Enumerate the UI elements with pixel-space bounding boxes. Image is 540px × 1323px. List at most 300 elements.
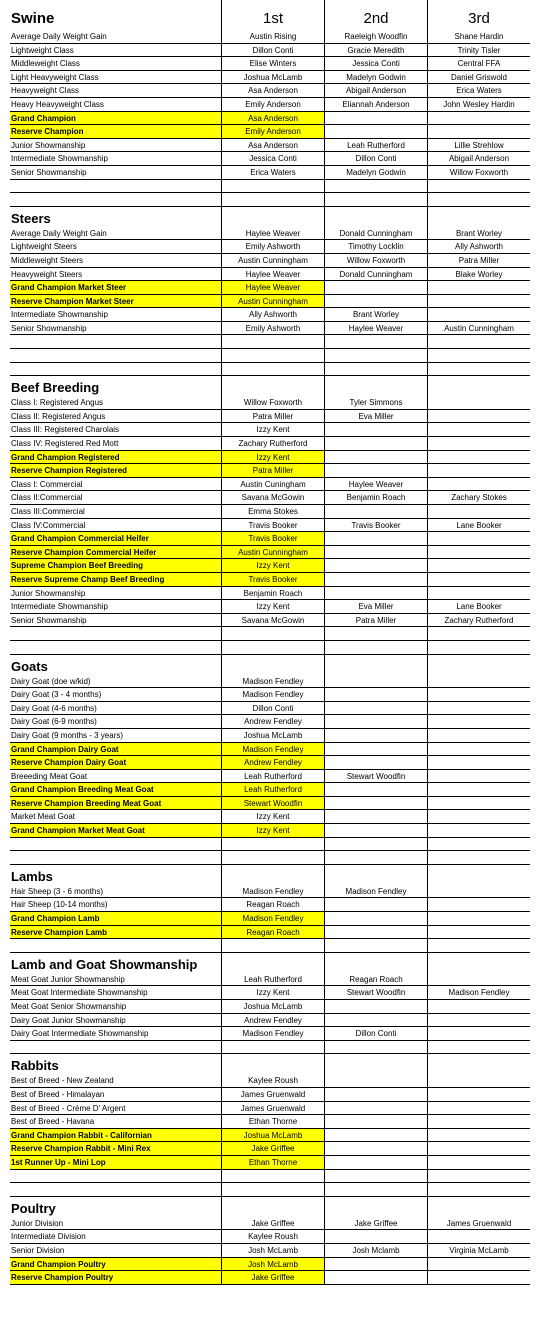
second-place-cell — [324, 1014, 427, 1028]
second-place-cell — [324, 1197, 427, 1217]
second-place-cell — [324, 810, 427, 824]
table-row — [10, 1217, 530, 1231]
first-place-cell: Ethan Thorne — [221, 1115, 324, 1129]
second-place-cell — [324, 1258, 427, 1272]
class-name-cell: Dairy Goat (doe w/kid) — [10, 675, 221, 689]
first-place-cell: Ethan Thorne — [221, 1156, 324, 1170]
class-name-cell: Best of Breed - Himalayan — [10, 1088, 221, 1102]
third-place-cell — [427, 743, 530, 757]
first-place-cell: Izzy Kent — [221, 600, 324, 614]
second-place-cell: Travis Booker — [324, 519, 427, 533]
section-title: Lambs — [11, 868, 53, 884]
third-place-cell — [427, 838, 530, 852]
class-name-cell: Best of Breed - Crème D' Argent — [10, 1102, 221, 1116]
third-place-cell — [427, 1271, 530, 1285]
first-place-cell: Elise Winters — [221, 57, 324, 71]
third-place-cell — [427, 824, 530, 838]
blank-row — [10, 1041, 530, 1055]
first-place-cell: Jessica Conti — [221, 152, 324, 166]
first-place-cell: Madison Fendley — [221, 743, 324, 757]
champion-row — [10, 125, 530, 139]
first-place-cell: Madison Fendley — [221, 1027, 324, 1041]
first-place-cell: Haylee Weaver — [221, 227, 324, 241]
second-place-cell — [324, 573, 427, 587]
third-place-cell — [427, 559, 530, 573]
class-name-cell: Class III:Commercial — [10, 505, 221, 519]
second-place-cell: Haylee Weaver — [324, 322, 427, 336]
third-place-cell — [427, 770, 530, 784]
first-place-cell: Austin Cuningham — [221, 478, 324, 492]
class-name-cell: Average Daily Weight Gain — [10, 227, 221, 241]
table-row — [10, 308, 530, 322]
class-name-cell — [10, 363, 221, 377]
first-place-cell: Asa Anderson — [221, 84, 324, 98]
first-place-cell — [221, 865, 324, 885]
blank-row — [10, 641, 530, 655]
third-place-cell — [427, 688, 530, 702]
class-name-cell: Grand Champion — [10, 112, 221, 126]
second-place-cell — [324, 1230, 427, 1244]
class-name-cell — [10, 838, 221, 852]
table-row — [10, 98, 530, 112]
first-place-cell: Travis Booker — [221, 532, 324, 546]
third-place-cell — [427, 207, 530, 227]
second-place-cell: Josh Mclamb — [324, 1244, 427, 1258]
second-place-cell — [324, 898, 427, 912]
class-name-cell: Grand Champion Breeding Meat Goat — [10, 783, 221, 797]
third-place-cell — [427, 973, 530, 987]
first-place-cell — [221, 1054, 324, 1074]
table-row — [10, 268, 530, 282]
second-place-cell: Stewart Woodfin — [324, 770, 427, 784]
second-place-cell: Raeleigh Woodfin — [324, 30, 427, 44]
table-row — [10, 227, 530, 241]
table-row — [10, 1102, 530, 1116]
table-row — [10, 71, 530, 85]
class-name-cell: Dairy Goat (6-9 months) — [10, 715, 221, 729]
third-place-cell — [427, 451, 530, 465]
second-place-cell — [324, 1129, 427, 1143]
second-place-cell — [324, 376, 427, 396]
first-place-cell: Austin Rising — [221, 30, 324, 44]
champion-row — [10, 464, 530, 478]
table-row — [10, 30, 530, 44]
second-place-cell: Benjamin Roach — [324, 491, 427, 505]
first-place-cell: Savana McGowin — [221, 614, 324, 628]
table-row — [10, 1014, 530, 1028]
first-place-cell: Reagan Roach — [221, 898, 324, 912]
class-name-cell: Breeeding Meat Goat — [10, 770, 221, 784]
second-place-cell — [324, 655, 427, 675]
third-place-cell — [427, 702, 530, 716]
class-name-cell: Intermediate Showmanship — [10, 308, 221, 322]
third-place-cell: Blake Worley — [427, 268, 530, 282]
class-name-cell: Reserve Champion Rabbit - Mini Rex — [10, 1142, 221, 1156]
table-row — [10, 715, 530, 729]
second-place-cell — [324, 546, 427, 560]
table-row — [10, 770, 530, 784]
third-place-cell: Lane Booker — [427, 519, 530, 533]
table-row — [10, 437, 530, 451]
class-name-cell: Middleweight Steers — [10, 254, 221, 268]
second-place-cell — [324, 1142, 427, 1156]
second-place-cell — [324, 1170, 427, 1184]
first-place-cell: Travis Booker — [221, 573, 324, 587]
first-place-cell: Emily Ashworth — [221, 322, 324, 336]
second-place-cell: Donald Cunningham — [324, 268, 427, 282]
first-place-cell — [221, 627, 324, 641]
class-name-cell: Average Daily Weight Gain — [10, 30, 221, 44]
table-row — [10, 688, 530, 702]
blank-row — [10, 335, 530, 349]
third-place-cell — [427, 193, 530, 207]
champion-row — [10, 1142, 530, 1156]
section-title: Steers — [11, 210, 51, 226]
table-row — [10, 600, 530, 614]
third-place-cell — [427, 675, 530, 689]
third-place-cell — [427, 1197, 530, 1217]
second-place-cell — [324, 641, 427, 655]
table-row — [10, 322, 530, 336]
third-place-cell: Daniel Griswold — [427, 71, 530, 85]
first-place-cell — [221, 335, 324, 349]
second-place-cell: Eva Miller — [324, 600, 427, 614]
third-place-cell — [427, 410, 530, 424]
table-row — [10, 973, 530, 987]
table-row — [10, 423, 530, 437]
first-place-header: 1st — [221, 0, 324, 30]
third-place-cell: Austin Cunningham — [427, 322, 530, 336]
second-place-cell: Timothy Locklin — [324, 240, 427, 254]
second-place-cell — [324, 464, 427, 478]
third-place-cell — [427, 953, 530, 973]
second-place-cell: Leah Rutherford — [324, 139, 427, 153]
first-place-cell: Austin Cunningham — [221, 546, 324, 560]
third-place-cell — [427, 1054, 530, 1074]
third-place-cell — [427, 464, 530, 478]
first-place-cell: Andrew Fendley — [221, 1014, 324, 1028]
champion-row — [10, 797, 530, 811]
second-place-cell — [324, 783, 427, 797]
class-name-cell: Heavyweight Class — [10, 84, 221, 98]
second-place-cell — [324, 423, 427, 437]
second-place-cell — [324, 851, 427, 865]
second-place-cell — [324, 193, 427, 207]
section-heading-row — [10, 376, 530, 396]
second-place-cell — [324, 912, 427, 926]
third-place-cell — [427, 1027, 530, 1041]
class-name-cell — [10, 851, 221, 865]
class-name-cell: Lightweight Steers — [10, 240, 221, 254]
class-name-cell — [10, 641, 221, 655]
third-place-cell: Erica Waters — [427, 84, 530, 98]
third-place-cell — [427, 437, 530, 451]
table-row — [10, 505, 530, 519]
third-place-cell — [427, 797, 530, 811]
class-name-cell — [10, 1183, 221, 1197]
second-place-cell: Willow Foxworth — [324, 254, 427, 268]
first-place-cell: Travis Booker — [221, 519, 324, 533]
class-name-cell: Junior Showmanship — [10, 587, 221, 601]
third-place-cell: Willow Foxworth — [427, 166, 530, 180]
second-place-cell — [324, 295, 427, 309]
first-place-cell: Izzy Kent — [221, 423, 324, 437]
first-place-cell: Zachary Rutherford — [221, 437, 324, 451]
second-place-cell — [324, 953, 427, 973]
class-name-cell: Dairy Goat (4-6 months) — [10, 702, 221, 716]
first-place-cell: Jake Griffee — [221, 1271, 324, 1285]
third-place-cell — [427, 349, 530, 363]
first-place-cell — [221, 193, 324, 207]
third-place-cell: Lillie Strehlow — [427, 139, 530, 153]
third-place-cell — [427, 912, 530, 926]
first-place-cell: Austin Cunningham — [221, 254, 324, 268]
second-place-cell — [324, 756, 427, 770]
section-title: Goats — [11, 658, 48, 674]
second-place-cell — [324, 1041, 427, 1055]
first-place-cell: Madison Fendley — [221, 885, 324, 899]
third-place-cell: Lane Booker — [427, 600, 530, 614]
second-place-cell — [324, 824, 427, 838]
table-row — [10, 1244, 530, 1258]
champion-row — [10, 743, 530, 757]
champion-row — [10, 559, 530, 573]
table-row — [10, 729, 530, 743]
section-heading-row — [10, 655, 530, 675]
second-place-cell: Dillon Conti — [324, 152, 427, 166]
second-place-cell: Dillon Conti — [324, 1027, 427, 1041]
class-name-cell: Reserve Champion Poultry — [10, 1271, 221, 1285]
second-place-cell: Eliannah Anderson — [324, 98, 427, 112]
section-title: Beef Breeding — [11, 380, 100, 396]
champion-row — [10, 546, 530, 560]
first-place-cell — [221, 207, 324, 227]
first-place-cell — [221, 1041, 324, 1055]
class-name-cell: Class II:Commercial — [10, 491, 221, 505]
third-place-cell — [427, 898, 530, 912]
champion-row — [10, 756, 530, 770]
second-place-cell: Donald Cunningham — [324, 227, 427, 241]
table-row — [10, 240, 530, 254]
second-place-cell: Madelyn Godwin — [324, 166, 427, 180]
third-place-cell — [427, 926, 530, 940]
second-place-cell — [324, 1271, 427, 1285]
first-place-cell — [221, 953, 324, 973]
class-name-cell: Senior Showmanship — [10, 614, 221, 628]
first-place-cell: Haylee Weaver — [221, 268, 324, 282]
first-place-cell — [221, 180, 324, 194]
first-place-cell: Savana McGowin — [221, 491, 324, 505]
class-name-cell: Senior Showmanship — [10, 166, 221, 180]
first-place-cell — [221, 1170, 324, 1184]
second-place-cell — [324, 865, 427, 885]
champion-row — [10, 926, 530, 940]
second-place-cell — [324, 349, 427, 363]
third-place-cell — [427, 180, 530, 194]
third-place-cell — [427, 1014, 530, 1028]
third-place-cell — [427, 851, 530, 865]
first-place-cell — [221, 363, 324, 377]
first-place-cell — [221, 376, 324, 396]
third-place-cell: Central FFA — [427, 57, 530, 71]
class-name-cell: Reserve Supreme Champ Beef Breeding — [10, 573, 221, 587]
third-place-cell — [427, 1156, 530, 1170]
first-place-cell: Erica Waters — [221, 166, 324, 180]
section-heading-row — [10, 1054, 530, 1074]
table-row — [10, 152, 530, 166]
section-title: Poultry — [11, 1200, 56, 1216]
class-name-cell: Senior Division — [10, 1244, 221, 1258]
class-name-cell: Best of Breed - New Zealand — [10, 1074, 221, 1088]
table-row — [10, 491, 530, 505]
second-place-cell: Madison Fendley — [324, 885, 427, 899]
class-name-cell — [10, 180, 221, 194]
first-place-cell: Izzy Kent — [221, 559, 324, 573]
second-place-cell — [324, 743, 427, 757]
third-place-cell — [427, 363, 530, 377]
section-heading-row — [10, 953, 530, 973]
first-place-cell — [221, 655, 324, 675]
first-place-cell: Emma Stokes — [221, 505, 324, 519]
third-place-cell — [427, 295, 530, 309]
second-place-cell — [324, 838, 427, 852]
class-name-cell: Dairy Goat (9 months - 3 years) — [10, 729, 221, 743]
table-row — [10, 410, 530, 424]
table-row — [10, 587, 530, 601]
third-place-cell: Zachary Stokes — [427, 491, 530, 505]
table-row — [10, 1027, 530, 1041]
first-place-cell — [221, 838, 324, 852]
class-name-cell: Heavyweight Steers — [10, 268, 221, 282]
first-place-cell: Patra Miller — [221, 410, 324, 424]
class-name-cell — [10, 1170, 221, 1184]
class-name-cell: Meat Goat Senior Showmanship — [10, 1000, 221, 1014]
third-place-cell: Trinity Tisler — [427, 44, 530, 58]
third-place-cell — [427, 125, 530, 139]
third-place-cell — [427, 587, 530, 601]
class-name-cell — [10, 349, 221, 363]
class-name-cell: Reserve Champion Dairy Goat — [10, 756, 221, 770]
blank-row — [10, 349, 530, 363]
second-place-cell — [324, 559, 427, 573]
champion-row — [10, 112, 530, 126]
blank-row — [10, 627, 530, 641]
blank-row — [10, 180, 530, 194]
table-row — [10, 702, 530, 716]
first-place-cell: Asa Anderson — [221, 139, 324, 153]
third-place-cell — [427, 308, 530, 322]
class-name-cell: 1st Runner Up - Mini Lop — [10, 1156, 221, 1170]
third-place-cell: Madison Fendley — [427, 986, 530, 1000]
second-place-cell — [324, 675, 427, 689]
third-place-header: 3rd — [427, 0, 530, 30]
class-name-cell: Dairy Goat Junior Showmanship — [10, 1014, 221, 1028]
second-place-cell: Jake Griffee — [324, 1217, 427, 1231]
class-name-cell: Heavy Heavyweight Class — [10, 98, 221, 112]
second-place-cell — [324, 587, 427, 601]
third-place-cell: Shane Hardin — [427, 30, 530, 44]
class-name-cell: Meat Goat Junior Showmanship — [10, 973, 221, 987]
champion-row — [10, 281, 530, 295]
first-place-cell: Willow Foxworth — [221, 396, 324, 410]
third-place-cell — [427, 729, 530, 743]
third-place-cell — [427, 1102, 530, 1116]
blank-row — [10, 1183, 530, 1197]
second-place-cell — [324, 1000, 427, 1014]
table-row — [10, 139, 530, 153]
second-place-cell — [324, 335, 427, 349]
first-place-cell: Patra Miller — [221, 464, 324, 478]
third-place-cell — [427, 1183, 530, 1197]
class-name-cell: Reserve Champion Breeding Meat Goat — [10, 797, 221, 811]
second-place-cell — [324, 702, 427, 716]
class-name-cell: Best of Breed - Havana — [10, 1115, 221, 1129]
second-place-cell: Abigail Anderson — [324, 84, 427, 98]
table-row — [10, 1000, 530, 1014]
second-place-cell: Reagan Roach — [324, 973, 427, 987]
first-place-cell: Madison Fendley — [221, 675, 324, 689]
first-place-cell: Emily Anderson — [221, 125, 324, 139]
table-row — [10, 57, 530, 71]
class-name-cell: Dairy Goat (3 - 4 months) — [10, 688, 221, 702]
first-place-cell: Madison Fendley — [221, 688, 324, 702]
table-row — [10, 84, 530, 98]
first-place-cell: Andrew Fendley — [221, 715, 324, 729]
blank-row — [10, 851, 530, 865]
table-row — [10, 396, 530, 410]
first-place-cell: Joshua McLamb — [221, 1129, 324, 1143]
champion-row — [10, 295, 530, 309]
class-name-cell: Reserve Champion — [10, 125, 221, 139]
first-place-cell: Benjamin Roach — [221, 587, 324, 601]
class-name-cell: Hair Sheep (3 - 6 months) — [10, 885, 221, 899]
first-place-cell: Asa Anderson — [221, 112, 324, 126]
third-place-cell — [427, 627, 530, 641]
class-name-cell: Grand Champion Rabbit - Californian — [10, 1129, 221, 1143]
third-place-cell — [427, 756, 530, 770]
class-name-cell: Grand Champion Lamb — [10, 912, 221, 926]
second-place-cell — [324, 627, 427, 641]
third-place-cell — [427, 641, 530, 655]
second-place-cell — [324, 1088, 427, 1102]
third-place-cell — [427, 335, 530, 349]
blank-row — [10, 193, 530, 207]
blank-row — [10, 363, 530, 377]
third-place-cell: Abigail Anderson — [427, 152, 530, 166]
header-row — [10, 0, 530, 30]
second-place-cell — [324, 281, 427, 295]
table-row — [10, 614, 530, 628]
third-place-cell — [427, 423, 530, 437]
second-place-cell — [324, 437, 427, 451]
first-place-cell: Leah Rutherford — [221, 770, 324, 784]
first-place-cell: Ally Ashworth — [221, 308, 324, 322]
third-place-cell — [427, 810, 530, 824]
second-place-cell — [324, 112, 427, 126]
class-name-cell: Class IV:Commercial — [10, 519, 221, 533]
class-name-cell: Class I: Commercial — [10, 478, 221, 492]
first-place-cell: Leah Rutherford — [221, 973, 324, 987]
class-name-cell: Class III: Registered Charolais — [10, 423, 221, 437]
section-heading-row — [10, 865, 530, 885]
champion-row — [10, 1156, 530, 1170]
table-row — [10, 1230, 530, 1244]
second-place-cell: Stewart Woodfin — [324, 986, 427, 1000]
first-place-cell: Andrew Fendley — [221, 756, 324, 770]
third-place-cell — [427, 783, 530, 797]
class-name-cell: Reserve Champion Lamb — [10, 926, 221, 940]
second-place-cell — [324, 532, 427, 546]
